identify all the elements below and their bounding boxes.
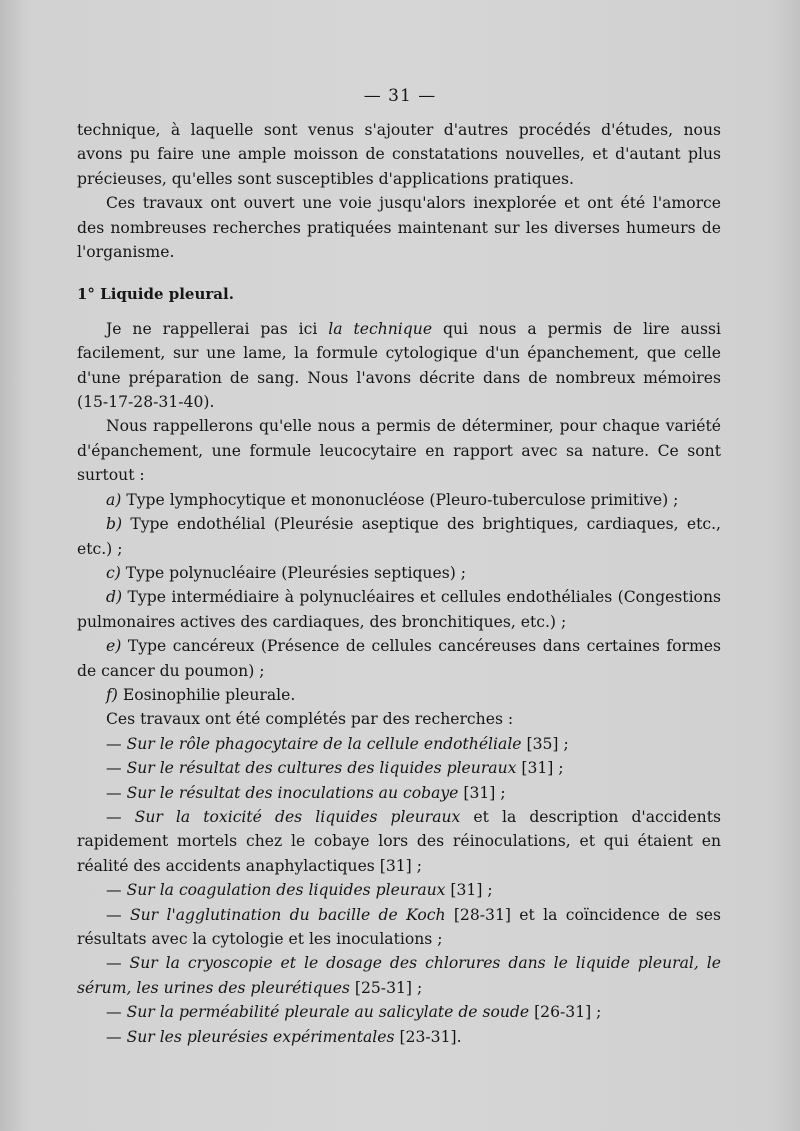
research-item (77, 805, 721, 878)
research-topic: Sur le résultat des inoculations au cobaye (126, 783, 459, 802)
type-letter: d) (106, 588, 123, 607)
type-text: Type lymphocytique et mononucléose (Pleuro-tuberculose primitive) ; (121, 490, 679, 509)
research-topic: Sur les pleurésies expérimentales (126, 1027, 395, 1046)
dash: — (106, 783, 127, 802)
paragraph: Ces travaux ont été complétés par des recherches : (106, 710, 514, 729)
research-item (77, 781, 721, 805)
reference: [31] ; (458, 783, 506, 802)
section-heading: 1° Liquide pleural. (77, 285, 234, 304)
reference: [28-31] et la coïncidence de ses résultats avec la cytologie et les inoculations ; (77, 905, 721, 948)
page-number: — 31 — (363, 86, 437, 106)
reference: [26-31] ; (529, 1003, 602, 1022)
type-item (77, 488, 721, 512)
research-topic: Sur la cryoscopie et le dosage des chlorures dans le liquide pleural, le sérum, les urines des pleurétiques (77, 954, 721, 997)
dash: — (106, 1003, 127, 1022)
type-text: Type endothélial (Pleurésie aseptique des brightiques, cardiaques, etc., etc.) ; (77, 515, 721, 558)
emphasis: la technique (328, 319, 433, 338)
dash: — (106, 905, 130, 924)
research-topic: Sur la perméabilité pleurale au salicylate de soude (126, 1003, 530, 1022)
reference: [31] ; (445, 881, 493, 900)
type-item (77, 683, 721, 707)
research-item (77, 732, 721, 756)
type-item (77, 585, 721, 634)
reference: [31] ; (516, 759, 564, 778)
research-topic: Sur la coagulation des liquides pleuraux (126, 881, 446, 900)
research-topic: Sur la toxicité des liquides pleuraux (134, 807, 461, 826)
dash: — (106, 759, 127, 778)
type-letter: f) (106, 685, 118, 704)
research-item (77, 951, 721, 1000)
type-item (77, 634, 721, 683)
type-letter: c) (106, 563, 121, 582)
technique-paragraph (77, 317, 721, 415)
paragraph: technique, à laquelle sont venus s'ajouter d'autres procédés d'études, nous avons pu faire une ample moisson de constatations nouvelles, et d'autant plus précieuses, qu'elles sont susceptibles d'applications pratiques. (77, 121, 721, 188)
reference: [25-31] ; (349, 978, 423, 997)
research-item (77, 878, 721, 902)
dash: — (106, 1027, 127, 1046)
research-topic: Sur le rôle phagocytaire de la cellule endothéliale (126, 734, 522, 753)
paragraph: Nous rappellerons qu'elle nous a permis de déterminer, pour chaque variété d'épanchement, une formule leucocytaire en rapport avec sa nature. Ce sont surtout : (77, 417, 721, 485)
dash: — (106, 881, 127, 900)
type-letter: a) (106, 490, 122, 509)
type-letter: e) (106, 637, 122, 656)
dash: — (106, 734, 127, 753)
type-text: Eosinophilie pleurale. (117, 685, 296, 704)
type-item (77, 561, 721, 585)
reference: et la description d'accidents rapidement mortels chez le cobaye lors des réinoculations, et qui étaient en réalité des accidents anaphylactiques [31] ; (77, 807, 721, 875)
body-text (77, 118, 721, 1049)
type-text: Type polynucléaire (Pleurésies septiques) ; (120, 563, 466, 582)
research-item (77, 1025, 721, 1049)
reference: [35] ; (521, 734, 569, 753)
paragraph: Ces travaux ont ouvert une voie jusqu'alors inexplorée et ont été l'amorce des nombreuses recherches pratiquées maintenant sur les diverses humeurs de l'organisme. (77, 194, 721, 262)
type-text: Type intermédiaire à polynucléaires et cellules endothéliales (Congestions pulmonaires actives des cardiaques, des bronchitiques, etc.) ; (77, 588, 721, 631)
type-item (77, 512, 721, 561)
text-run: qui nous a permis de lire aussi facilement, sur une lame, la formule cytologique d'un épanchement, que celle d'une préparation de sang. Nous l'avons décrite dans de nombreux mémoires (15-17-28-31-40). (77, 319, 722, 412)
type-text: Type cancéreux (Présence de cellules cancéreuses dans certaines formes de cancer du poumon) ; (77, 637, 721, 680)
research-item (77, 903, 721, 952)
reference: [23-31]. (394, 1027, 462, 1046)
research-item (77, 1000, 721, 1024)
research-topic: Sur le résultat des cultures des liquides pleuraux (126, 759, 517, 778)
dash: — (106, 954, 130, 973)
dash: — (106, 807, 135, 826)
research-topic: Sur l'agglutination du bacille de Koch (129, 905, 446, 924)
text-run: Je ne rappellerai pas ici (106, 319, 329, 338)
type-letter: b) (106, 515, 123, 534)
research-item (77, 756, 721, 780)
